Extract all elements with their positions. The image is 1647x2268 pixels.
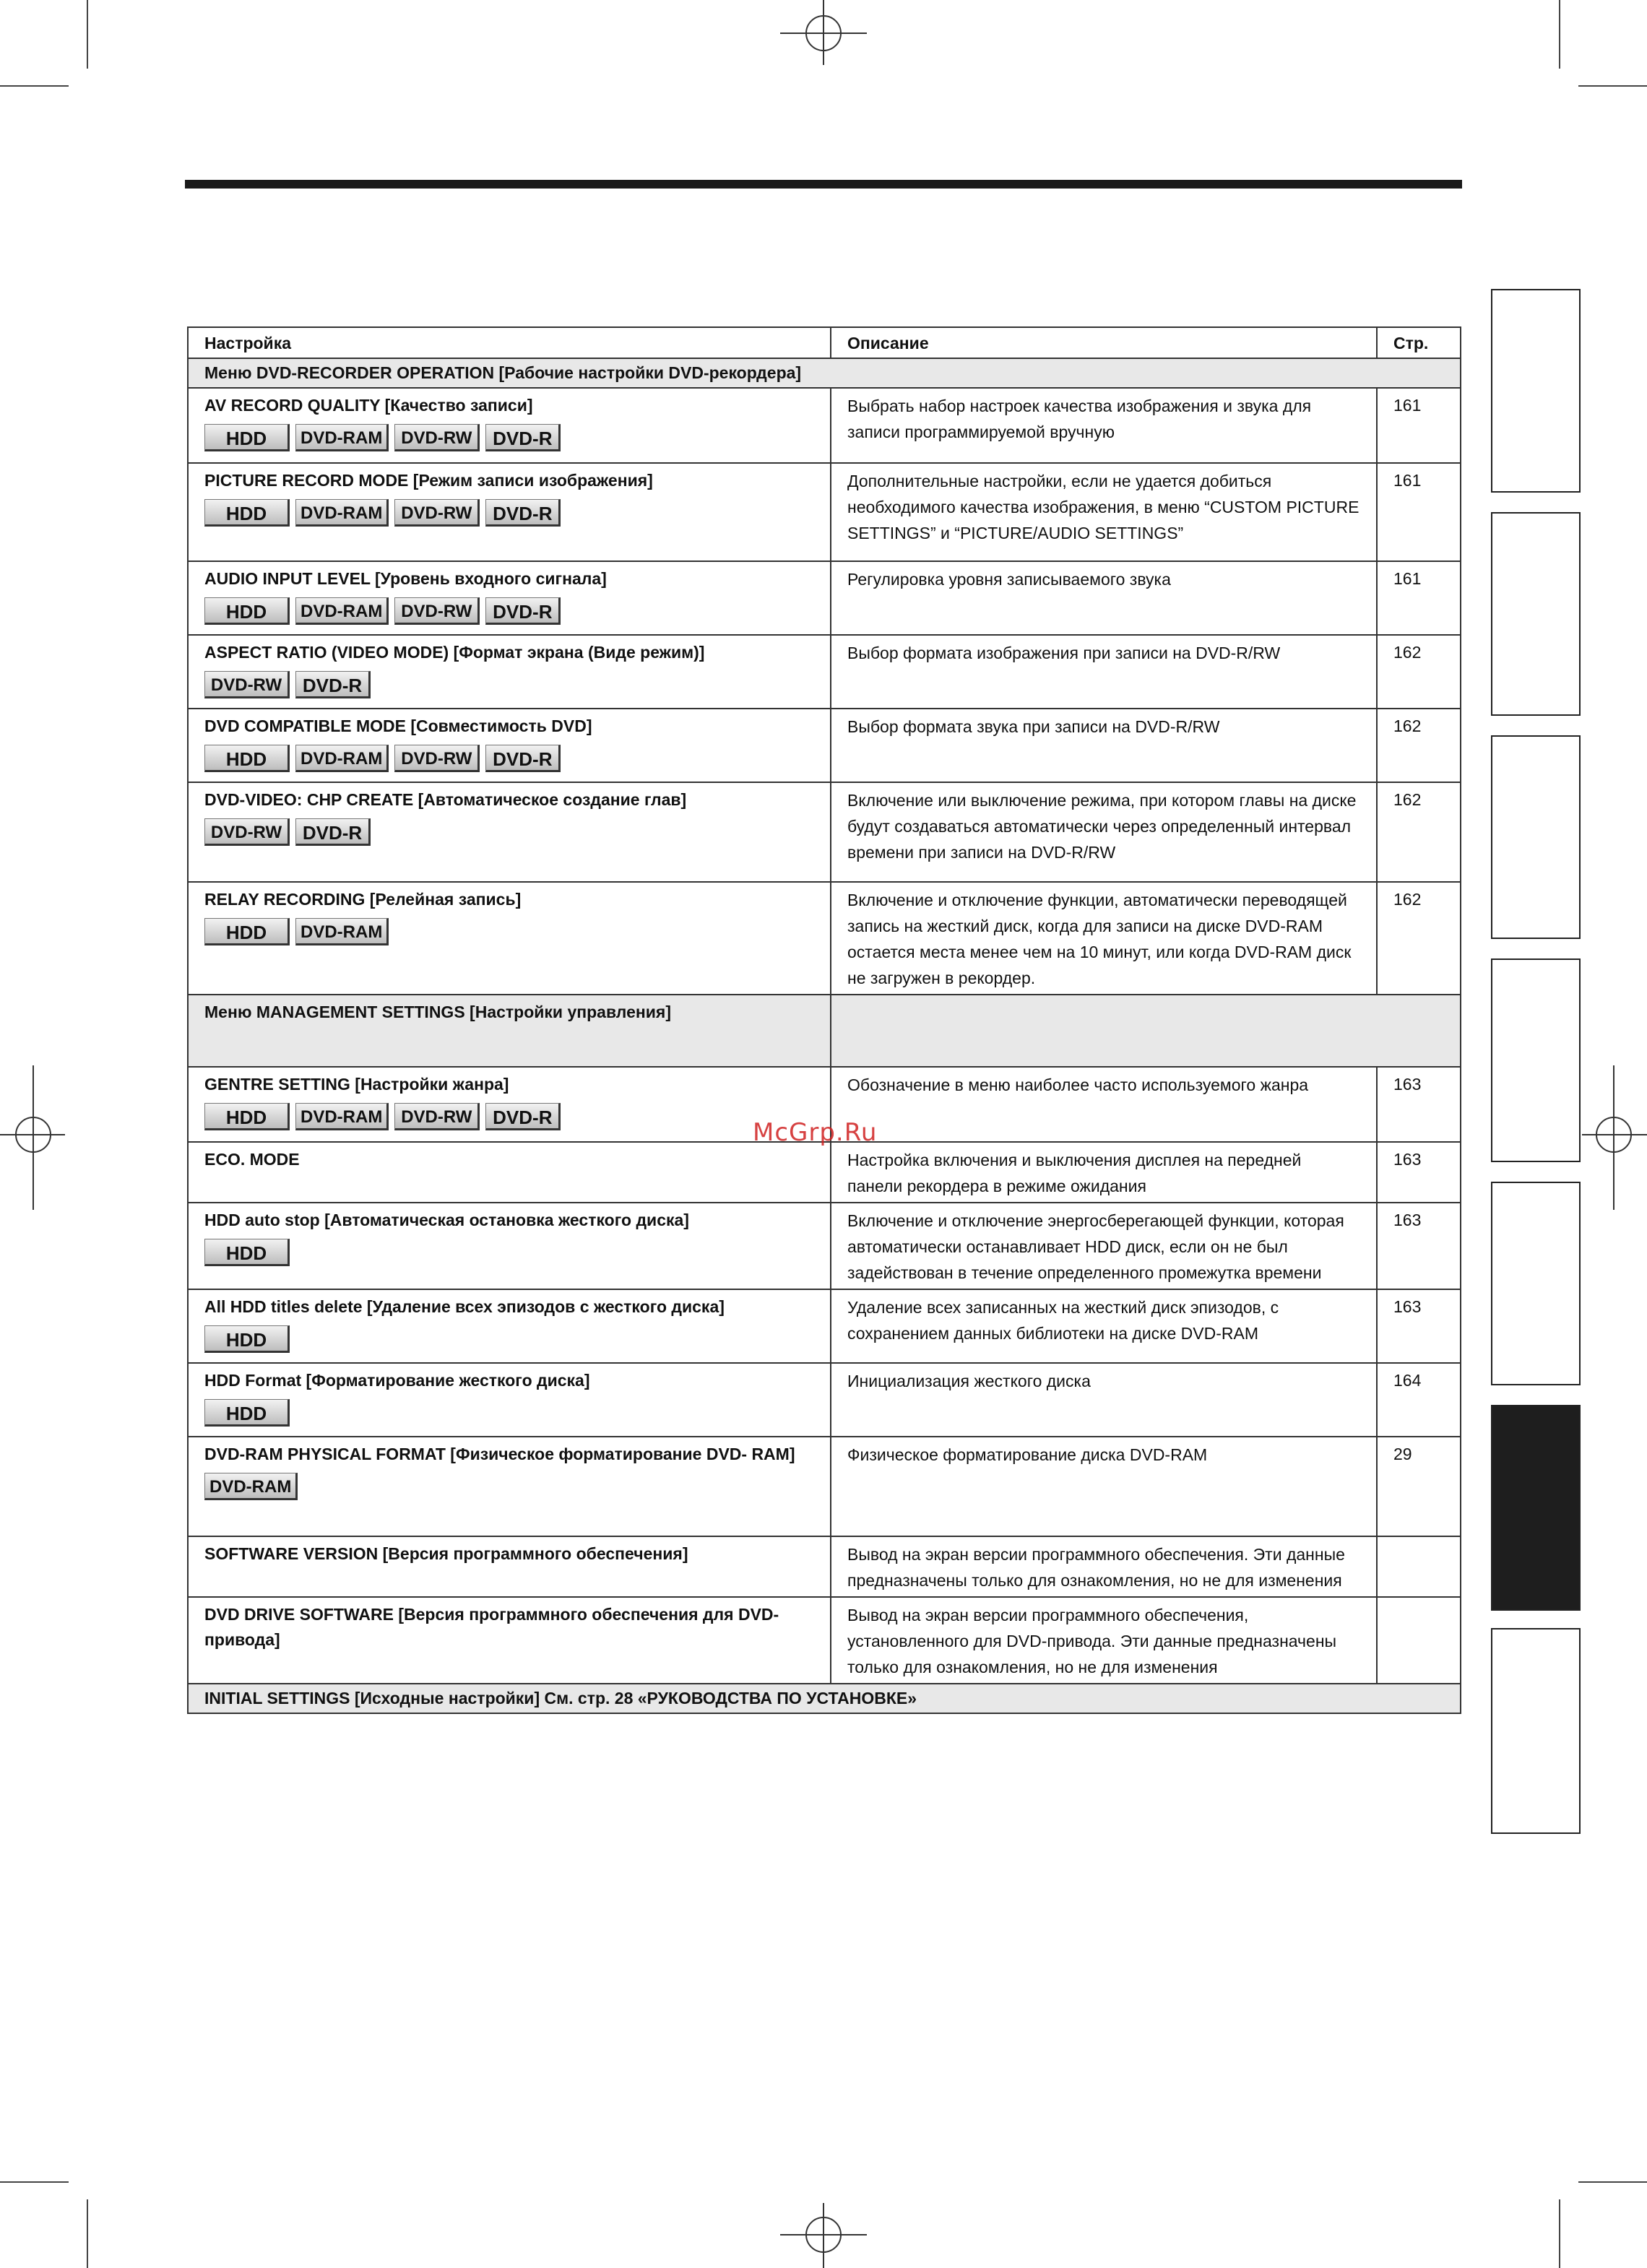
- table-row: [188, 1203, 1461, 1289]
- description-cell: Вывод на экран версии программного обеспечения, установленного для DVD-привода. Эти данные предназначены только для ознакомления, но не для изменения: [831, 1597, 1377, 1684]
- setting-cell: [188, 1597, 831, 1684]
- media-badge-dvd-ram: DVD-RAM: [204, 1473, 298, 1500]
- table-row: [188, 1289, 1461, 1363]
- setting-name: DVD-VIDEO: CHP CREATE [Автоматическое создание глав]: [204, 790, 687, 809]
- media-badges: [204, 1103, 814, 1130]
- media-badge-hdd: HDD: [204, 918, 290, 945]
- setting-name: PICTURE RECORD MODE [Режим записи изображения]: [204, 471, 653, 490]
- media-badge-hdd: HDD: [204, 1325, 290, 1353]
- crop-mark: [1578, 85, 1647, 87]
- description-cell: Включение или выключение режима, при котором главы на диске будут создаваться автоматически через определенный интервал времени при записи на DVD-R/RW: [831, 782, 1377, 882]
- setting-cell: [188, 709, 831, 782]
- media-badge-dvd-rw: DVD-RW: [394, 745, 480, 772]
- media-badge-dvd-rw: DVD-RW: [394, 499, 480, 527]
- registration-mark-icon: [780, 2203, 867, 2268]
- crop-mark: [87, 0, 88, 69]
- description-cell: Физическое форматирование диска DVD-RAM: [831, 1437, 1377, 1536]
- media-badge-dvd-ram: DVD-RAM: [295, 499, 389, 527]
- setting-name: DVD COMPATIBLE MODE [Совместимость DVD]: [204, 717, 592, 735]
- table-header-row: [188, 327, 1461, 358]
- table-row: [188, 463, 1461, 561]
- table-row: [188, 709, 1461, 782]
- section-management-settings: [188, 995, 1461, 1067]
- setting-cell: [188, 1067, 831, 1142]
- description-cell: Выбрать набор настроек качества изображения и звука для записи программируемой вручную: [831, 388, 1377, 463]
- table-row: [188, 1597, 1461, 1684]
- media-badge-dvd-r: DVD-R: [485, 1103, 561, 1130]
- crop-mark: [1559, 2199, 1560, 2268]
- media-badges: [204, 424, 814, 451]
- media-badges: [204, 671, 814, 698]
- page-number: 162: [1377, 882, 1461, 995]
- crop-mark: [1578, 2181, 1647, 2183]
- registration-mark-icon: [0, 1065, 65, 1210]
- setting-cell: [188, 1536, 831, 1597]
- footer-note: INITIAL SETTINGS [Исходные настройки] См. стр. 28 «РУКОВОДСТВА ПО УСТАНОВКЕ»: [188, 1684, 1461, 1713]
- setting-cell: [188, 1142, 831, 1203]
- media-badge-hdd: HDD: [204, 424, 290, 451]
- media-badge-dvd-r: DVD-R: [485, 424, 561, 451]
- media-badge-dvd-r: DVD-R: [485, 499, 561, 527]
- table-row: [188, 561, 1461, 635]
- setting-cell: [188, 1203, 831, 1289]
- page-number: [1377, 1597, 1461, 1684]
- media-badge-dvd-rw: DVD-RW: [204, 671, 290, 698]
- table-row: [188, 388, 1461, 463]
- page-number: 162: [1377, 635, 1461, 709]
- media-badge-dvd-rw: DVD-RW: [204, 818, 290, 846]
- crop-mark: [87, 2199, 88, 2268]
- setting-name: All HDD titles delete [Удаление всех эпизодов с жесткого диска]: [204, 1297, 725, 1316]
- page-number: 162: [1377, 709, 1461, 782]
- side-tab: [1491, 512, 1581, 716]
- media-badges: [204, 597, 814, 625]
- page-number: 163: [1377, 1289, 1461, 1363]
- media-badge-hdd: HDD: [204, 1103, 290, 1130]
- setting-name: GENTRE SETTING [Настройки жанра]: [204, 1075, 509, 1094]
- description-cell: Включение и отключение функции, автоматически переводящей запись на жесткий диск, когда для записи на диске DVD-RAM остается места менее чем на 10 минут, или когда DVD-RAM диск не загружен в рекордер.: [831, 882, 1377, 995]
- media-badges: [204, 499, 814, 527]
- table-row: [188, 1363, 1461, 1437]
- page-number: 162: [1377, 782, 1461, 882]
- media-badges: [204, 918, 814, 945]
- side-tab: [1491, 1628, 1581, 1834]
- media-badges: [204, 818, 814, 846]
- page-number: 163: [1377, 1067, 1461, 1142]
- section-initial-settings: [188, 1684, 1461, 1713]
- media-badge-dvd-rw: DVD-RW: [394, 1103, 480, 1130]
- media-badge-dvd-ram: DVD-RAM: [295, 1103, 389, 1130]
- setting-name: DVD-RAM PHYSICAL FORMAT [Физическое форматирование DVD- RAM]: [204, 1445, 795, 1463]
- header-page: Стр.: [1377, 327, 1461, 358]
- setting-cell: [188, 882, 831, 995]
- section-title: Меню DVD-RECORDER OPERATION [Рабочие настройки DVD-рекордера]: [188, 358, 1461, 388]
- page-number: 164: [1377, 1363, 1461, 1437]
- media-badge-dvd-r: DVD-R: [485, 597, 561, 625]
- page-number: 161: [1377, 388, 1461, 463]
- media-badge-hdd: HDD: [204, 499, 290, 527]
- media-badge-hdd: HDD: [204, 1239, 290, 1266]
- media-badges: [204, 745, 814, 772]
- side-tab-active: [1491, 1405, 1581, 1611]
- settings-table: [187, 326, 1461, 1714]
- registration-mark-icon: [780, 0, 867, 65]
- description-cell: Настройка включения и выключения дисплея на передней панели рекордера в режиме ожидания: [831, 1142, 1377, 1203]
- side-tab: [1491, 1182, 1581, 1385]
- setting-cell: [188, 561, 831, 635]
- media-badge-dvd-r: DVD-R: [295, 671, 371, 698]
- description-cell: Выбор формата звука при записи на DVD-R/RW: [831, 709, 1377, 782]
- section-recorder-operation: [188, 358, 1461, 388]
- table-row: [188, 782, 1461, 882]
- description-cell: Выбор формата изображения при записи на DVD-R/RW: [831, 635, 1377, 709]
- table-row: [188, 1437, 1461, 1536]
- header-rule: [185, 180, 1462, 189]
- setting-cell: [188, 635, 831, 709]
- setting-cell: [188, 1363, 831, 1437]
- setting-cell: [188, 388, 831, 463]
- section-empty-cell: [831, 995, 1461, 1067]
- media-badge-dvd-r: DVD-R: [485, 745, 561, 772]
- description-cell: Инициализация жесткого диска: [831, 1363, 1377, 1437]
- side-tab: [1491, 958, 1581, 1162]
- media-badge-hdd: HDD: [204, 597, 290, 625]
- side-tab: [1491, 735, 1581, 939]
- media-badge-dvd-ram: DVD-RAM: [295, 918, 389, 945]
- watermark: McGrp.Ru: [753, 1118, 878, 1147]
- setting-name: DVD DRIVE SOFTWARE [Версия программного обеспечения для DVD-привода]: [204, 1605, 779, 1649]
- media-badge-dvd-r: DVD-R: [295, 818, 371, 846]
- setting-cell: [188, 1289, 831, 1363]
- description-cell: Дополнительные настройки, если не удается добиться необходимого качества изображения, в меню “CUSTOM PICTURE SETTINGS” и “PICTURE/AUDIO SETTINGS”: [831, 463, 1377, 561]
- description-cell: Удаление всех записанных на жесткий диск эпизодов, с сохранением данных библиотеки на диске DVD-RAM: [831, 1289, 1377, 1363]
- setting-name: HDD Format [Форматирование жесткого диска]: [204, 1371, 590, 1390]
- description-cell: Регулировка уровня записываемого звука: [831, 561, 1377, 635]
- media-badges: [204, 1325, 814, 1353]
- description-cell: Обозначение в меню наиболее часто используемого жанра: [831, 1067, 1377, 1142]
- header-description: Описание: [831, 327, 1377, 358]
- setting-cell: [188, 463, 831, 561]
- table-row: [188, 1536, 1461, 1597]
- side-tab: [1491, 289, 1581, 493]
- media-badges: [204, 1473, 814, 1500]
- crop-mark: [0, 2181, 69, 2183]
- page-number: 161: [1377, 561, 1461, 635]
- page-number: 163: [1377, 1142, 1461, 1203]
- table-row: [188, 635, 1461, 709]
- setting-name: ASPECT RATIO (VIDEO MODE) [Формат экрана (Виде режим)]: [204, 643, 705, 662]
- media-badge-dvd-rw: DVD-RW: [394, 597, 480, 625]
- setting-name: HDD auto stop [Автоматическая остановка жесткого диска]: [204, 1211, 689, 1229]
- setting-name: ECO. MODE: [204, 1150, 300, 1169]
- page-number: 161: [1377, 463, 1461, 561]
- setting-cell: [188, 1437, 831, 1536]
- description-cell: Включение и отключение энергосберегающей функции, которая автоматически останавливает HDD диск, если он не был задействован в течение определенного промежутка времени: [831, 1203, 1377, 1289]
- media-badge-dvd-ram: DVD-RAM: [295, 745, 389, 772]
- setting-cell: [188, 782, 831, 882]
- page-number: 163: [1377, 1203, 1461, 1289]
- media-badges: [204, 1239, 814, 1266]
- media-badge-dvd-rw: DVD-RW: [394, 424, 480, 451]
- setting-name: RELAY RECORDING [Релейная запись]: [204, 890, 522, 909]
- header-setting: Настройка: [188, 327, 831, 358]
- crop-mark: [0, 85, 69, 87]
- setting-name: AV RECORD QUALITY [Качество записи]: [204, 396, 533, 415]
- registration-mark-icon: [1582, 1065, 1647, 1210]
- setting-name: AUDIO INPUT LEVEL [Уровень входного сигнала]: [204, 569, 607, 588]
- description-cell: Вывод на экран версии программного обеспечения. Эти данные предназначены только для ознакомления, но не для изменения: [831, 1536, 1377, 1597]
- media-badges: [204, 1399, 814, 1427]
- media-badge-hdd: HDD: [204, 745, 290, 772]
- media-badge-dvd-ram: DVD-RAM: [295, 597, 389, 625]
- table-row: [188, 1142, 1461, 1203]
- page-number: [1377, 1536, 1461, 1597]
- section-title: Меню MANAGEMENT SETTINGS [Настройки управления]: [188, 995, 831, 1067]
- media-badge-hdd: HDD: [204, 1399, 290, 1427]
- media-badge-dvd-ram: DVD-RAM: [295, 424, 389, 451]
- table-row: [188, 882, 1461, 995]
- setting-name: SOFTWARE VERSION [Версия программного обеспечения]: [204, 1544, 688, 1563]
- page-number: 29: [1377, 1437, 1461, 1536]
- crop-mark: [1559, 0, 1560, 69]
